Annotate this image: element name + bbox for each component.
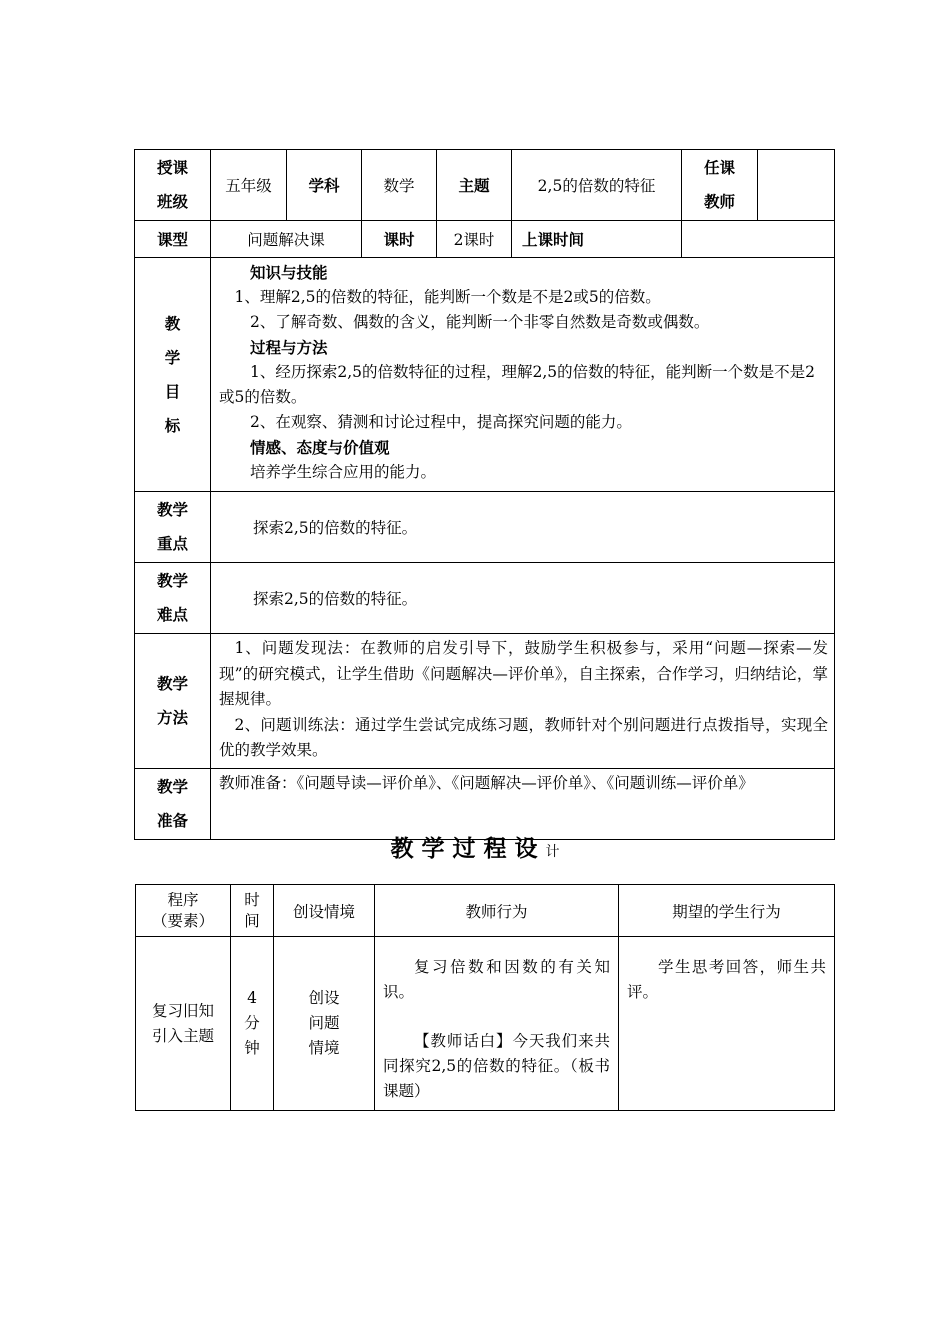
method-label (135, 634, 211, 769)
topic-label: 主题 (437, 150, 512, 221)
objectives-label (135, 258, 211, 492)
method-item-2: 2、问题训练法：通过学生尝试完成练习题，教师针对个别问题进行点拨指导，实现全优的教学效果。 (219, 715, 828, 759)
difficulty-label-line1: 教学 (156, 571, 188, 590)
method-content (211, 634, 835, 769)
class-time-value (682, 221, 835, 258)
class-hours-value: 2课时 (437, 221, 512, 258)
topic-value: 2,5的倍数的特征 (512, 150, 682, 221)
objective-attitude-1: 培养学生综合应用的能力。 (250, 463, 437, 481)
row-procedure (136, 937, 231, 1111)
teacher-label (682, 150, 758, 221)
lesson-info-table (134, 149, 835, 840)
row-scene-line1: 创设 (308, 989, 340, 1007)
teacher-label-line1: 任课 (703, 158, 735, 177)
class-value: 五年级 (211, 150, 287, 221)
teacher-behavior-2: 【教师话白】今天我们来共同探究2,5的倍数的特征。（板书课题） (383, 1032, 610, 1100)
header-procedure (136, 885, 231, 937)
method-label-line1: 教学 (156, 673, 188, 693)
teacher-label-line2: 教师 (703, 192, 735, 211)
header-scene: 创设情境 (274, 885, 375, 937)
objective-knowledge-2: 2、了解奇数、偶数的含义，能判断一个非零自然数是奇数或偶数。 (250, 313, 710, 331)
row-student-behavior (619, 937, 835, 1111)
method-label-line2: 方法 (156, 707, 188, 727)
difficulty-label (135, 563, 211, 634)
section-title-main: 教学过程设 (390, 835, 546, 862)
preparation-label-line1: 教学 (156, 776, 188, 796)
key-point-value: 探索2,5的倍数的特征。 (211, 492, 835, 563)
teaching-process-table (135, 884, 835, 1111)
lesson-type-value: 问题解决课 (211, 221, 362, 258)
difficulty-value: 探索2,5的倍数的特征。 (211, 563, 835, 634)
row-scene (274, 937, 375, 1111)
preparation-label-line2: 准备 (156, 810, 188, 830)
class-label-line2: 班级 (156, 192, 188, 211)
key-point-label (135, 492, 211, 563)
header-time-line2: 间 (244, 911, 260, 930)
section-title (0, 830, 950, 863)
class-hours-label: 课时 (362, 221, 437, 258)
objective-heading-knowledge: 知识与技能 (250, 263, 328, 282)
class-time-label: 上课时间 (512, 221, 682, 258)
objective-process-2: 2、在观察、猜测和讨论过程中，提高探究问题的能力。 (250, 413, 632, 431)
header-student-behavior: 期望的学生行为 (619, 885, 835, 937)
teacher-value (758, 150, 835, 221)
row-time-line3: 钟 (244, 1039, 260, 1057)
header-time-line1: 时 (244, 890, 260, 909)
lesson-type-label: 课型 (135, 221, 211, 258)
header-procedure-line1: 程序 (167, 890, 199, 909)
objectives-label-char: 目 (164, 381, 181, 401)
key-point-label-line1: 教学 (156, 500, 188, 519)
preparation-value: 教师准备：《问题导读—评价单》、《问题解决—评价单》、《问题训练—评价单》 (211, 768, 835, 839)
objectives-label-char: 学 (164, 347, 181, 367)
objective-knowledge-1: 1、理解2,5的倍数的特征，能判断一个数是不是2或5的倍数。 (234, 288, 661, 306)
objective-heading-process: 过程与方法 (250, 338, 328, 357)
header-procedure-line2: （要素） (151, 911, 214, 930)
key-point-label-line2: 重点 (156, 534, 188, 553)
method-item-1: 1、问题发现法：在教师的启发引导下，鼓励学生积极参与，采用“问题—探索—发现”的研究模式，让学生借助《问题解决—评价单》，自主探索，合作学习，归纳结论，掌握规律。 (219, 639, 828, 708)
header-teacher-behavior: 教师行为 (375, 885, 619, 937)
section-title-tail: 计 (545, 844, 560, 860)
class-label-line1: 授课 (156, 158, 188, 177)
row-procedure-line2: 引入主题 (151, 1026, 214, 1045)
teacher-behavior-1: 复习倍数和因数的有关知识。 (383, 958, 610, 1001)
row-procedure-line1: 复习旧知 (151, 1001, 214, 1020)
class-label (135, 150, 211, 221)
header-time (231, 885, 274, 937)
row-scene-line2: 问题 (308, 1014, 340, 1032)
row-time-line2: 分 (244, 1014, 260, 1032)
difficulty-label-line2: 难点 (156, 605, 188, 624)
row-time-line1: 4 (247, 989, 257, 1007)
preparation-label (135, 768, 211, 839)
objective-process-1: 1、经历探索2,5的倍数特征的过程，理解2,5的倍数的特征，能判断一个数是不是2或5的倍数。 (219, 363, 816, 406)
subject-label: 学科 (287, 150, 362, 221)
student-behavior: 学生思考回答，师生共评。 (627, 958, 826, 1001)
row-scene-line3: 情境 (308, 1039, 340, 1057)
objective-heading-attitude: 情感、态度与价值观 (250, 438, 390, 457)
row-teacher-behavior (375, 937, 619, 1111)
subject-value: 数学 (362, 150, 437, 221)
objectives-label-char: 教 (164, 313, 181, 333)
objectives-content (211, 258, 835, 492)
objectives-label-char: 标 (164, 415, 181, 435)
row-time (231, 937, 274, 1111)
